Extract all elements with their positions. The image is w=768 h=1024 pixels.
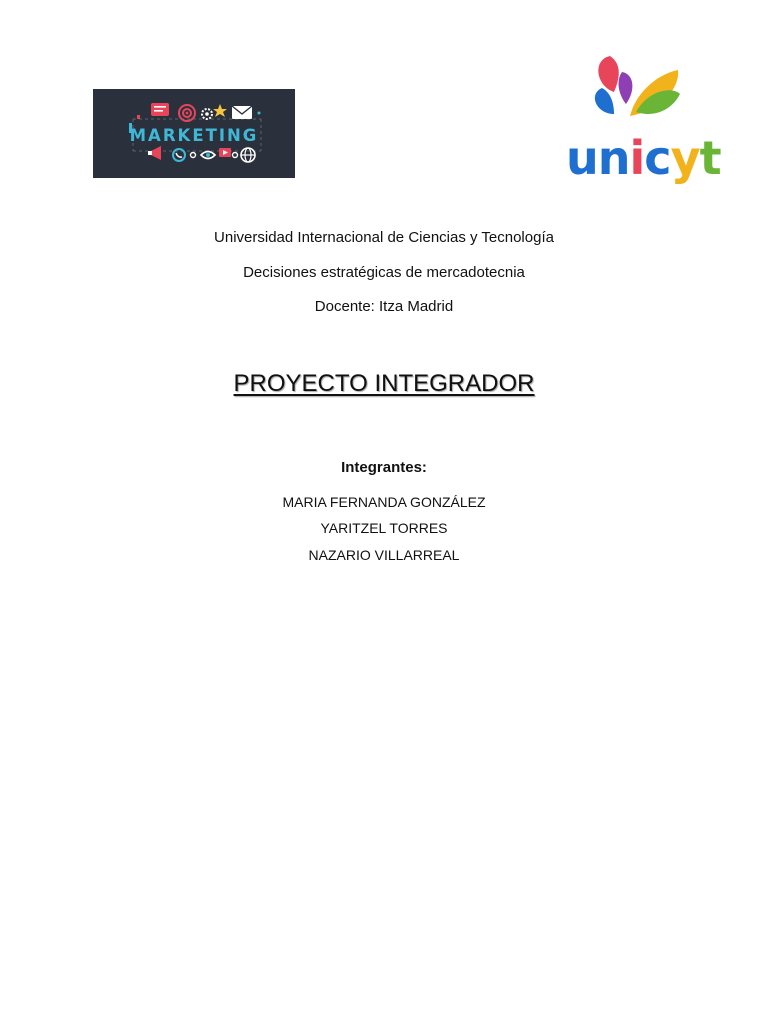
chat-icon [151, 103, 169, 116]
member-name: MARIA FERNANDA GONZÁLEZ [282, 494, 486, 510]
globe-icon [241, 148, 255, 162]
university-name: Universidad Internacional de Ciencias y Tecnología [214, 229, 554, 246]
gear-icon [202, 109, 212, 119]
mail-icon [232, 106, 252, 119]
play-icon [219, 148, 231, 157]
teacher-name: Docente: Itza Madrid [314, 298, 454, 315]
logo-text: unicyt [566, 131, 721, 185]
member-name: NAZARIO VILLARREAL [308, 547, 460, 563]
eye-icon [201, 152, 215, 159]
members-heading: Integrantes: [341, 459, 427, 476]
phone-icon [173, 149, 185, 161]
star-icon [213, 104, 227, 117]
unicyt-logo [562, 48, 721, 185]
flower-mark [595, 56, 680, 116]
megaphone-icon [148, 146, 161, 160]
member-name: YARITZEL TORRES [320, 520, 448, 536]
course-name: Decisiones estratégicas de mercadotecnia [243, 264, 525, 281]
page-title: PROYECTO INTEGRADOR [233, 370, 535, 397]
banner-word: MARKETING [129, 126, 259, 145]
marketing-banner [93, 89, 295, 178]
